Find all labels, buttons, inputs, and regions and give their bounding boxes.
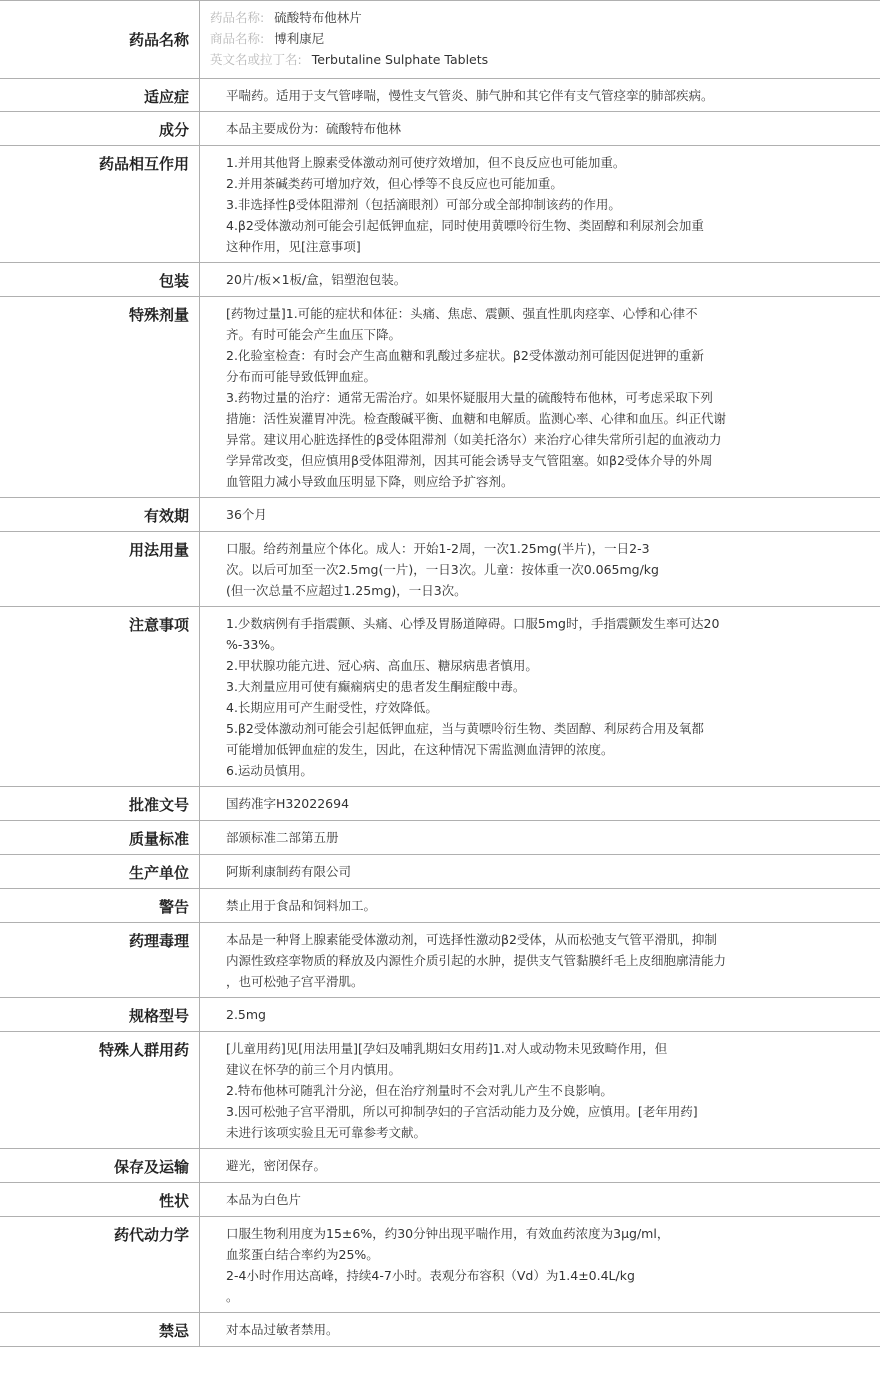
row-text-line: [儿童用药]见[用法用量][孕妇及哺乳期妇女用药]1.对人或动物未见致畸作用，但 — [226, 1041, 668, 1056]
row-label: 有效期 — [0, 498, 200, 531]
row-label: 特殊人群用药 — [0, 1032, 200, 1148]
row-label: 包装 — [0, 263, 200, 296]
row-text-line: %-33%。 — [226, 637, 283, 652]
generic-name-line — [210, 7, 870, 28]
row-label: 成分 — [0, 112, 200, 145]
row-value — [200, 821, 880, 854]
row-label: 质量标准 — [0, 821, 200, 854]
row-text-line: 6.运动员慎用。 — [226, 763, 313, 778]
row-value — [200, 79, 880, 111]
info-row — [0, 787, 880, 821]
info-row — [0, 998, 880, 1032]
row-text-line: 平喘药。适用于支气管哮喘，慢性支气管炎、肺气肿和其它伴有支气管痉挛的肺部疾病。 — [226, 88, 714, 103]
info-row — [0, 112, 880, 146]
row-text-line: 分布而可能导致低钾血症。 — [226, 369, 377, 384]
row-value — [200, 263, 880, 296]
info-row — [0, 532, 880, 607]
row-label: 药理毒理 — [0, 923, 200, 997]
row-value — [200, 1, 880, 78]
row-value — [200, 297, 880, 497]
row-text-line: 。 — [226, 1289, 239, 1304]
row-text-line: 2.5mg — [226, 1007, 266, 1022]
row-value — [200, 889, 880, 922]
row-value — [200, 1149, 880, 1182]
row-text-line: 禁止用于食品和饲料加工。 — [226, 898, 377, 913]
generic-name-value: 硫酸特布他林片 — [274, 10, 362, 25]
row-label — [0, 1, 200, 78]
row-value — [200, 1217, 880, 1312]
row-label: 保存及运输 — [0, 1149, 200, 1182]
info-row — [0, 297, 880, 498]
info-row — [0, 821, 880, 855]
row-label: 特殊剂量 — [0, 297, 200, 497]
info-row — [0, 146, 880, 263]
row-text-line: 本品是一种肾上腺素能受体激动剂，可选择性激动β2受体，从而松弛支气管平滑肌，抑制 — [226, 932, 717, 947]
info-row — [0, 79, 880, 112]
info-row — [0, 1313, 880, 1347]
row-text-line: 学异常改变，但应慎用β受体阻滞剂，因其可能会诱导支气管阻塞。如β2受体介导的外周 — [226, 453, 713, 468]
row-value — [200, 855, 880, 888]
english-name-value: Terbutaline Sulphate Tablets — [311, 52, 489, 67]
row-label: 用法用量 — [0, 532, 200, 606]
info-row — [0, 1032, 880, 1149]
row-text-line: 次。以后可加至一次2.5mg(一片)，一日3次。儿童：按体重一次0.065mg/kg — [226, 562, 659, 577]
row-label: 生产单位 — [0, 855, 200, 888]
info-row — [0, 889, 880, 923]
row-text-line: 未进行该项实验且无可靠参考文献。 — [226, 1125, 427, 1140]
trade-name-value: 博利康尼 — [274, 31, 325, 46]
trade-name-key: 商品名称: — [210, 31, 265, 46]
row-text-line: 本品主要成份为：硫酸特布他林 — [226, 121, 402, 136]
info-row — [0, 1217, 880, 1313]
row-text-line: 20片/板×1板/盒，铝塑泡包装。 — [226, 272, 407, 287]
row-text-line: 部颁标准二部第五册 — [226, 830, 339, 845]
row-text-line: 1.少数病例有手指震颤、头痛、心悸及胃肠道障碍。口服5mg时，手指震颤发生率可达20 — [226, 616, 720, 631]
row-value — [200, 1183, 880, 1216]
row-value — [200, 1032, 880, 1148]
row-text-line: 4.β2受体激动剂可能会引起低钾血症，同时使用黄嘌呤衍生物、类固醇和利尿剂会加重 — [226, 218, 704, 233]
row-label: 适应症 — [0, 79, 200, 111]
row-value — [200, 1313, 880, 1346]
info-row — [0, 607, 880, 787]
drug-names-label: 药品名称 — [128, 31, 189, 49]
info-row — [0, 263, 880, 297]
row-text-line: 可能增加低钾血症的发生，因此，在这种情况下需监测血清钾的浓度。 — [226, 742, 614, 757]
row-label: 注意事项 — [0, 607, 200, 786]
row-label: 药代动力学 — [0, 1217, 200, 1312]
row-text-line: 3.药物过量的治疗：通常无需治疗。如果怀疑服用大量的硫酸特布他林，可考虑采取下列 — [226, 390, 713, 405]
row-text-line: 齐。有时可能会产生血压下降。 — [226, 327, 402, 342]
row-text-line: 措施：活性炭灌胃冲洗。检查酸碱平衡、血糖和电解质。监测心率、心律和血压。纠正代谢 — [226, 411, 727, 426]
row-text-line: [药物过量]1.可能的症状和体征：头痛、焦虑、震颤、强直性肌肉痉挛、心悸和心律不 — [226, 306, 698, 321]
row-text-line: 口服。给药剂量应个体化。成人：开始1-2周，一次1.25mg(半片)，一日2-3 — [226, 541, 650, 556]
row-text-line: ，也可松弛子宫平滑肌。 — [226, 974, 364, 989]
row-text-line: 血浆蛋白结合率约为25%。 — [226, 1247, 379, 1262]
row-label: 药品相互作用 — [0, 146, 200, 262]
row-value — [200, 607, 880, 786]
row-text-line: 1.并用其他肾上腺素受体激动剂可使疗效增加，但不良反应也可能加重。 — [226, 155, 626, 170]
row-text-line: 建议在怀孕的前三个月内慎用。 — [226, 1062, 402, 1077]
info-row — [0, 1149, 880, 1183]
row-value — [200, 146, 880, 262]
row-text-line: 对本品过敏者禁用。 — [226, 1322, 339, 1337]
row-text-line: 2.特布他林可随乳汁分泌，但在治疗剂量时不会对乳儿产生不良影响。 — [226, 1083, 613, 1098]
row-text-line: 3.大剂量应用可使有癫痫病史的患者发生酮症酸中毒。 — [226, 679, 526, 694]
info-row — [0, 1183, 880, 1217]
row-text-line: 2.甲状腺功能亢进、冠心病、高血压、糖尿病患者慎用。 — [226, 658, 538, 673]
row-value — [200, 923, 880, 997]
row-text-line: 阿斯利康制药有限公司 — [226, 864, 352, 879]
english-name-key: 英文名或拉丁名: — [210, 52, 302, 67]
row-text-line: 避光，密闭保存。 — [226, 1158, 327, 1173]
row-label: 批准文号 — [0, 787, 200, 820]
row-text-line: 3.因可松弛子宫平滑肌，所以可抑制孕妇的子宫活动能力及分娩，应慎用。[老年用药] — [226, 1104, 698, 1119]
row-text-line: 2.并用茶碱类药可增加疗效，但心悸等不良反应也可能加重。 — [226, 176, 563, 191]
row-text-line: 3.非选择性β受体阻滞剂（包括滴眼剂）可部分或全部抑制该药的作用。 — [226, 197, 621, 212]
row-text-line: 本品为白色片 — [226, 1192, 302, 1207]
row-text-line: 内源性致痉挛物质的释放及内源性介质引起的水肿，提供支气管黏膜纤毛上皮细胞廓清能力 — [226, 953, 727, 968]
row-value — [200, 532, 880, 606]
info-row — [0, 923, 880, 998]
row-text-line: 国药准字H32022694 — [226, 796, 350, 811]
row-value — [200, 112, 880, 145]
info-row — [0, 855, 880, 889]
english-name-line — [210, 49, 870, 70]
row-value — [200, 998, 880, 1031]
row-label: 禁忌 — [0, 1313, 200, 1346]
row-label: 性状 — [0, 1183, 200, 1216]
trade-name-line — [210, 28, 870, 49]
row-label: 警告 — [0, 889, 200, 922]
row-text-line: 36个月 — [226, 507, 267, 522]
row-drug-names — [0, 0, 880, 79]
row-text-line: (但一次总量不应超过1.25mg)，一日3次。 — [226, 583, 467, 598]
generic-name-key: 药品名称: — [210, 10, 265, 25]
row-value — [200, 787, 880, 820]
row-text-line: 5.β2受体激动剂可能会引起低钾血症，当与黄嘌呤衍生物、类固醇、利尿药合用及氧都 — [226, 721, 704, 736]
row-text-line: 2-4小时作用达高峰，持续4-7小时。表观分布容积（Vd）为1.4±0.4L/kg — [226, 1268, 635, 1283]
info-row — [0, 498, 880, 532]
row-text-line: 异常。建议用心脏选择性的β受体阻滞剂（如美托洛尔）来治疗心律失常所引起的血液动力 — [226, 432, 722, 447]
row-label: 规格型号 — [0, 998, 200, 1031]
row-text-line: 血管阻力减小导致血压明显下降，则应给予扩容剂。 — [226, 474, 514, 489]
row-text-line: 这种作用，见[注意事项] — [226, 239, 361, 254]
row-text-line: 2.化验室检查：有时会产生高血糖和乳酸过多症状。β2受体激动剂可能因促进钾的重新 — [226, 348, 704, 363]
row-text-line: 4.长期应用可产生耐受性，疗效降低。 — [226, 700, 438, 715]
row-value — [200, 498, 880, 531]
row-text-line: 口服生物利用度为15±6%，约30分钟出现平喘作用，有效血药浓度为3μg/ml， — [226, 1226, 670, 1241]
